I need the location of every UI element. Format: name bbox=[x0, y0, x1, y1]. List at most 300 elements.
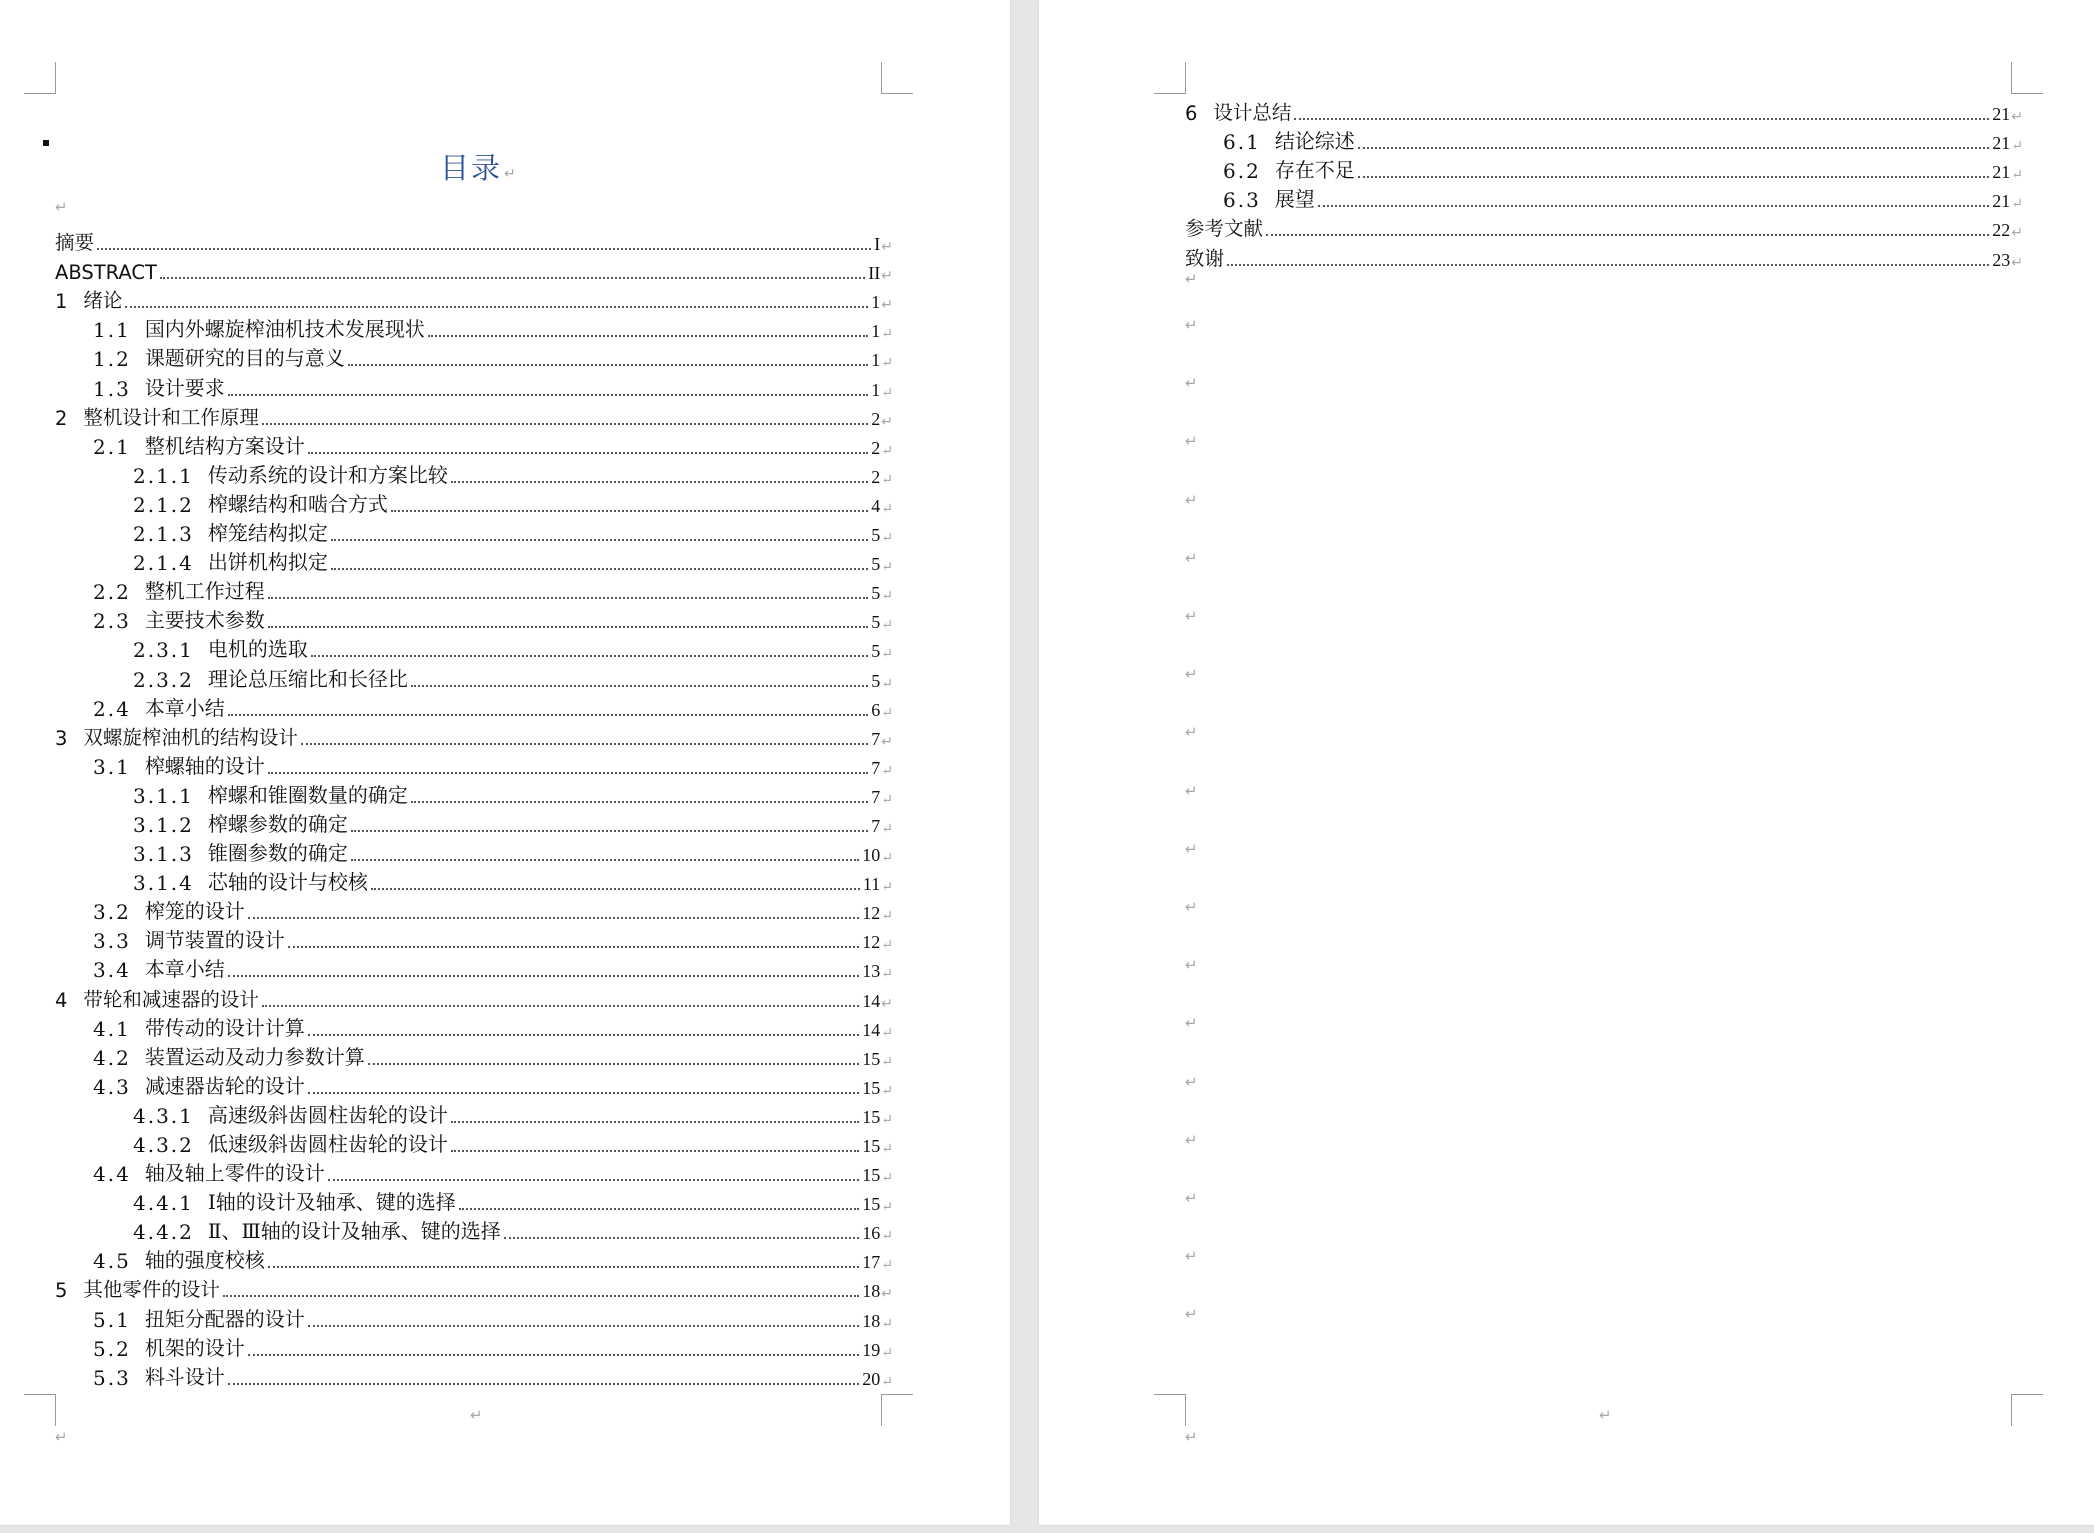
toc-entry[interactable] bbox=[1185, 96, 2023, 125]
toc-heading[interactable] bbox=[440, 146, 518, 187]
toc-entry-page: 12 bbox=[862, 903, 881, 924]
toc-entry-number: 1 bbox=[55, 290, 70, 314]
toc-entry-page: 5 bbox=[871, 525, 881, 546]
toc-entry-number: 3.1.1 bbox=[133, 783, 194, 808]
toc-entry[interactable] bbox=[55, 1157, 893, 1186]
toc-entry-title: 出饼机构拟定 bbox=[207, 550, 328, 575]
toc-dot-leader bbox=[1266, 234, 1989, 236]
paragraph-mark: ↵ bbox=[881, 384, 893, 401]
toc-entry-title: 高速级斜齿圆柱齿轮的设计 bbox=[207, 1102, 448, 1127]
paragraph-mark: ↵ bbox=[1185, 1428, 1198, 1446]
paragraph-mark: ↵ bbox=[2011, 109, 2023, 126]
paragraph-mark: ↵ bbox=[881, 559, 893, 576]
toc-dot-leader bbox=[268, 597, 868, 599]
toc-dot-leader bbox=[301, 743, 868, 745]
toc-entry-number: 2.2 bbox=[93, 580, 131, 605]
paragraph-mark: ↵ bbox=[881, 791, 893, 808]
paragraph-mark: ↵ bbox=[881, 879, 893, 896]
paragraph-mark: ↵ bbox=[881, 413, 893, 430]
margin-corner-bottom-left bbox=[1154, 1394, 1186, 1426]
paragraph-mark: ↵ bbox=[881, 239, 893, 256]
paragraph-mark: ↵ bbox=[881, 966, 893, 983]
toc-entry-title: 本章小结 bbox=[144, 695, 225, 720]
toc-entry-page: 5 bbox=[871, 554, 881, 575]
toc-dot-leader bbox=[351, 830, 868, 832]
paragraph-mark: ↵ bbox=[881, 326, 893, 343]
toc-entry-page: 7 bbox=[871, 757, 881, 778]
toc-list-left bbox=[55, 226, 893, 1390]
toc-entry-page: 18 bbox=[862, 1310, 881, 1331]
toc-dot-leader bbox=[268, 626, 868, 628]
toc-entry-page: 20 bbox=[862, 1368, 881, 1389]
paragraph-mark: ↵ bbox=[2011, 167, 2023, 184]
toc-entry-number: 6.1 bbox=[1223, 130, 1261, 155]
toc-entry-page: 21 bbox=[1992, 191, 2011, 212]
paragraph-mark: ↵ bbox=[881, 1373, 893, 1390]
toc-entry-page: 14 bbox=[862, 1019, 881, 1040]
paragraph-mark: ↵ bbox=[881, 268, 893, 285]
toc-entry-title: 其他零件的设计 bbox=[83, 1278, 220, 1302]
toc-entry-page: 18 bbox=[862, 1281, 881, 1302]
toc-entry[interactable] bbox=[55, 1215, 893, 1244]
paragraph-mark: ↵ bbox=[881, 1024, 893, 1041]
toc-dot-leader bbox=[371, 888, 860, 890]
toc-dot-leader bbox=[228, 1383, 859, 1385]
toc-entry-page: 22 bbox=[1992, 220, 2011, 241]
toc-dot-leader bbox=[428, 335, 868, 337]
margin-corner-bottom-left bbox=[24, 1394, 56, 1426]
toc-entry-number: 2.1.2 bbox=[133, 492, 194, 517]
toc-dot-leader bbox=[459, 1208, 859, 1210]
toc-entry[interactable] bbox=[55, 1186, 893, 1215]
toc-entry-title: 榨螺参数的确定 bbox=[207, 811, 348, 836]
toc-dot-leader bbox=[451, 1150, 859, 1152]
paragraph-mark: ↵ bbox=[1185, 898, 1198, 916]
toc-entry-title: 榨螺和锥圈数量的确定 bbox=[207, 782, 408, 807]
toc-entry[interactable] bbox=[55, 837, 893, 866]
paragraph-mark: ↵ bbox=[881, 500, 893, 517]
list-bullet-mark bbox=[43, 140, 49, 146]
toc-entry-number: 4.5 bbox=[93, 1249, 131, 1274]
paragraph-mark: ↵ bbox=[1185, 1247, 1198, 1266]
toc-entry-title: Ⅰ轴的设计及轴承、键的选择 bbox=[207, 1190, 456, 1215]
toc-entry-number: 5.2 bbox=[93, 1336, 131, 1361]
toc-entry[interactable] bbox=[55, 866, 893, 895]
toc-entry-page: 15 bbox=[862, 1106, 881, 1127]
toc-entry[interactable] bbox=[55, 895, 893, 924]
toc-entry-page: 15 bbox=[862, 1077, 881, 1098]
toc-entry-title: 榨笼结构拟定 bbox=[207, 521, 328, 546]
toc-entry-number: 5.3 bbox=[93, 1365, 131, 1390]
toc-entry-title: 带传动的设计计算 bbox=[144, 1015, 305, 1040]
toc-dot-leader bbox=[1358, 147, 1989, 149]
toc-entry[interactable] bbox=[1185, 154, 2023, 183]
toc-dot-leader bbox=[308, 452, 868, 454]
toc-dot-leader bbox=[248, 917, 859, 919]
paragraph-mark: ↵ bbox=[881, 1286, 893, 1303]
margin-corner-top-left bbox=[24, 62, 56, 94]
toc-entry[interactable] bbox=[55, 430, 893, 459]
toc-entry-title: 扭矩分配器的设计 bbox=[144, 1306, 305, 1331]
toc-entry[interactable] bbox=[55, 1273, 893, 1302]
toc-entry-page: 7 bbox=[871, 815, 881, 836]
toc-entry-page: 1 bbox=[871, 379, 881, 400]
toc-entry[interactable] bbox=[55, 604, 893, 633]
toc-entry-page: 1 bbox=[871, 321, 881, 342]
toc-entry[interactable] bbox=[55, 1302, 893, 1331]
paragraph-mark: ↵ bbox=[1185, 548, 1198, 567]
toc-dot-leader bbox=[228, 714, 868, 716]
paragraph-mark: ↵ bbox=[881, 908, 893, 925]
toc-entry[interactable] bbox=[55, 982, 893, 1011]
toc-entry-number: 3.1 bbox=[93, 754, 131, 779]
margin-corner-bottom-right bbox=[2011, 1394, 2043, 1426]
toc-entry[interactable] bbox=[55, 1361, 893, 1390]
paragraph-mark: ↵ bbox=[1185, 723, 1198, 742]
toc-entry-number: 2.3.1 bbox=[133, 638, 194, 663]
toc-entry-page: 6 bbox=[871, 699, 881, 720]
toc-entry-title: 整机结构方案设计 bbox=[144, 433, 305, 458]
toc-entry-title: 装置运动及动力参数计算 bbox=[144, 1044, 365, 1069]
toc-dot-leader bbox=[308, 1092, 859, 1094]
toc-entry[interactable] bbox=[55, 1041, 893, 1070]
toc-dot-leader bbox=[248, 1354, 859, 1356]
toc-entry-title: 理论总压缩比和长径比 bbox=[207, 666, 408, 691]
toc-entry[interactable] bbox=[55, 1012, 893, 1041]
paragraph-mark: ↵ bbox=[881, 937, 893, 954]
toc-entry-number: 2.3 bbox=[93, 609, 131, 634]
toc-entry-page: 11 bbox=[862, 874, 881, 895]
toc-entry-title: Ⅱ、Ⅲ轴的设计及轴承、键的选择 bbox=[207, 1219, 501, 1244]
paragraph-mark: ↵ bbox=[2011, 138, 2023, 155]
toc-dot-leader bbox=[331, 539, 868, 541]
toc-entry-title: 芯轴的设计与校核 bbox=[207, 870, 368, 895]
paragraph-mark: ↵ bbox=[1185, 781, 1198, 800]
toc-entry-title: 锥圈参数的确定 bbox=[207, 841, 348, 866]
paragraph-mark: ↵ bbox=[1185, 1072, 1198, 1091]
toc-entry-number: 3 bbox=[55, 726, 70, 750]
toc-dot-leader bbox=[97, 248, 871, 250]
toc-entry[interactable] bbox=[1185, 183, 2023, 212]
paragraph-mark: ↵ bbox=[2011, 254, 2023, 271]
toc-entry-number: 1.3 bbox=[93, 376, 131, 401]
toc-dot-leader bbox=[391, 510, 868, 512]
toc-entry-number: 2.1 bbox=[93, 434, 131, 459]
margin-corner-top-left bbox=[1154, 62, 1186, 94]
toc-dot-leader bbox=[262, 1005, 859, 1007]
toc-dot-leader bbox=[268, 1266, 859, 1268]
toc-entry[interactable] bbox=[55, 488, 893, 517]
paragraph-mark: ↵ bbox=[1185, 665, 1198, 684]
margin-corner-top-right bbox=[2011, 62, 2043, 94]
toc-entry[interactable] bbox=[55, 284, 893, 313]
paragraph-mark: ↵ bbox=[881, 762, 893, 779]
toc-entry-number: 4.3.1 bbox=[133, 1103, 194, 1128]
toc-entry[interactable] bbox=[55, 371, 893, 400]
toc-entry-number: 3.4 bbox=[93, 958, 131, 983]
toc-entry-title: 致谢 bbox=[1185, 246, 1225, 270]
toc-entry-number: 4.4 bbox=[93, 1162, 131, 1187]
paragraph-mark: ↵ bbox=[881, 471, 893, 488]
toc-entry-number: 4.3 bbox=[93, 1074, 131, 1099]
paragraph-mark: ↵ bbox=[881, 1170, 893, 1187]
paragraph-mark: ↵ bbox=[881, 733, 893, 750]
toc-dot-leader bbox=[262, 423, 868, 425]
toc-entry-page: 17 bbox=[862, 1252, 881, 1273]
toc-entry-title: 课题研究的目的与意义 bbox=[144, 346, 345, 371]
toc-entry[interactable] bbox=[55, 575, 893, 604]
toc-entry-title: 设计要求 bbox=[144, 375, 225, 400]
toc-entry-title: 电机的选取 bbox=[207, 637, 308, 662]
toc-entry[interactable] bbox=[55, 313, 893, 342]
margin-corner-top-right bbox=[881, 62, 913, 94]
toc-entry-title: 设计总结 bbox=[1213, 101, 1292, 125]
toc-dot-leader bbox=[125, 306, 868, 308]
toc-entry[interactable] bbox=[55, 633, 893, 662]
toc-entry[interactable] bbox=[55, 692, 893, 721]
toc-entry-title: 榨笼的设计 bbox=[144, 899, 245, 924]
paragraph-mark: ↵ bbox=[1185, 432, 1198, 451]
paragraph-mark: ↵ bbox=[881, 1053, 893, 1070]
toc-entry[interactable] bbox=[1185, 125, 2023, 154]
toc-entry-page: 15 bbox=[862, 1136, 881, 1156]
toc-entry-page: I bbox=[874, 234, 881, 255]
paragraph-mark: ↵ bbox=[881, 704, 893, 721]
toc-entry[interactable] bbox=[55, 808, 893, 837]
paragraph-mark: ↵ bbox=[881, 1257, 893, 1274]
toc-entry-number: 3.3 bbox=[93, 929, 131, 954]
toc-entry-page: 5 bbox=[871, 612, 881, 633]
toc-entry[interactable] bbox=[1185, 241, 2023, 270]
toc-entry[interactable] bbox=[55, 1128, 893, 1157]
toc-dot-leader bbox=[504, 1237, 859, 1239]
toc-entry[interactable] bbox=[55, 226, 893, 255]
paragraph-mark: ↵ bbox=[504, 166, 518, 182]
paragraph-mark: ↵ bbox=[881, 1315, 893, 1332]
toc-entry-title: 国内外螺旋榨油机技术发展现状 bbox=[144, 317, 425, 342]
paragraph-mark: ↵ bbox=[881, 995, 893, 1012]
toc-entry-title: 轴的强度校核 bbox=[144, 1248, 265, 1273]
toc-entry-number: 3.1.3 bbox=[133, 842, 194, 867]
toc-entry-number: 6.2 bbox=[1223, 159, 1261, 184]
toc-entry-page: 14 bbox=[862, 990, 881, 1011]
toc-entry-title: 轴及轴上零件的设计 bbox=[144, 1161, 325, 1186]
toc-entry-number: 4.4.2 bbox=[133, 1220, 194, 1245]
toc-entry-title: 带轮和减速器的设计 bbox=[83, 987, 259, 1011]
toc-dot-leader bbox=[451, 1121, 859, 1123]
paragraph-mark: ↵ bbox=[881, 297, 893, 314]
toc-dot-leader bbox=[288, 946, 859, 948]
toc-entry-page: 5 bbox=[871, 670, 881, 691]
paragraph-mark: ↵ bbox=[881, 1344, 893, 1361]
paragraph-mark: ↵ bbox=[881, 617, 893, 634]
toc-entry-number: 1.1 bbox=[93, 318, 131, 343]
toc-entry-number: 6 bbox=[1185, 102, 1200, 126]
paragraph-mark: ↵ bbox=[881, 1228, 893, 1245]
toc-entry-page: 2 bbox=[871, 437, 881, 458]
toc-entry-title: 传动系统的设计和方案比较 bbox=[207, 462, 448, 487]
toc-dot-leader bbox=[308, 1325, 859, 1327]
toc-entry-title: 存在不足 bbox=[1274, 158, 1355, 183]
toc-entry-number: 2.4 bbox=[93, 696, 131, 721]
toc-entry-page: 10 bbox=[862, 845, 881, 866]
toc-entry-title: 低速级斜齿圆柱齿轮的设计 bbox=[207, 1132, 448, 1156]
toc-entry-number: 2 bbox=[55, 406, 70, 430]
toc-entry[interactable] bbox=[55, 255, 893, 284]
toc-dot-leader bbox=[1358, 176, 1989, 178]
toc-entry-title: 本章小结 bbox=[144, 957, 225, 982]
toc-entry-title: 摘要 bbox=[55, 231, 95, 255]
paragraph-mark: ↵ bbox=[881, 646, 893, 663]
toc-dot-leader bbox=[228, 975, 859, 977]
toc-dot-leader bbox=[1227, 264, 1989, 266]
toc-entry[interactable] bbox=[55, 721, 893, 750]
toc-entry-page: 21 bbox=[1992, 133, 2011, 154]
toc-entry-page: 7 bbox=[871, 728, 881, 749]
toc-entry[interactable] bbox=[55, 1070, 893, 1099]
toc-entry-page: 19 bbox=[862, 1339, 881, 1360]
toc-entry[interactable] bbox=[55, 1332, 893, 1361]
toc-dot-leader bbox=[331, 568, 868, 570]
toc-entry-number: 5.1 bbox=[93, 1307, 131, 1332]
toc-dot-leader bbox=[1318, 205, 1989, 207]
toc-dot-leader bbox=[308, 1034, 859, 1036]
toc-entry-title: 参考文献 bbox=[1185, 217, 1264, 241]
toc-entry-page: 5 bbox=[871, 641, 881, 662]
paragraph-mark: ↵ bbox=[1599, 1406, 1612, 1424]
toc-entry-number: 4.3.2 bbox=[133, 1133, 194, 1157]
toc-entry-page: 15 bbox=[862, 1165, 881, 1186]
toc-dot-leader bbox=[328, 1179, 859, 1181]
paragraph-mark: ↵ bbox=[1185, 839, 1198, 858]
paragraph-mark: ↵ bbox=[55, 1428, 68, 1446]
document-page-left[interactable] bbox=[0, 0, 1010, 1525]
paragraph-mark: ↵ bbox=[1185, 270, 1198, 288]
toc-entry[interactable] bbox=[55, 779, 893, 808]
toc-entry-number: 2.1.1 bbox=[133, 463, 194, 488]
toc-entry-page: 7 bbox=[871, 786, 881, 807]
toc-entry-page: 21 bbox=[1992, 104, 2011, 125]
toc-entry-page: 21 bbox=[1992, 162, 2011, 183]
toc-entry-page: 1 bbox=[871, 350, 881, 371]
paragraph-mark: ↵ bbox=[881, 1111, 893, 1128]
toc-entry[interactable] bbox=[55, 750, 893, 779]
paragraph-mark: ↵ bbox=[881, 820, 893, 837]
toc-entry-title: 整机工作过程 bbox=[144, 579, 265, 604]
toc-entry-title: ABSTRACT bbox=[55, 261, 157, 285]
paragraph-mark: ↵ bbox=[881, 442, 893, 459]
toc-entry-page: 23 bbox=[1992, 249, 2011, 270]
paragraph-mark: ↵ bbox=[1185, 490, 1198, 509]
toc-entry-number: 3.1.4 bbox=[133, 871, 194, 896]
paragraph-mark: ↵ bbox=[470, 1406, 483, 1424]
toc-entry-number: 1.2 bbox=[93, 347, 131, 372]
toc-dot-leader bbox=[1294, 118, 1989, 120]
toc-dot-leader bbox=[268, 772, 868, 774]
toc-dot-leader bbox=[223, 1295, 859, 1297]
toc-heading-text: 目录 bbox=[440, 151, 503, 185]
paragraph-mark: ↵ bbox=[2011, 196, 2023, 213]
toc-dot-leader bbox=[160, 277, 865, 279]
toc-entry[interactable] bbox=[55, 459, 893, 488]
toc-entry-page: 15 bbox=[862, 1048, 881, 1069]
toc-list-right bbox=[1185, 96, 2023, 271]
toc-entry-page: 2 bbox=[871, 466, 881, 487]
toc-entry-title: 榨螺轴的设计 bbox=[144, 753, 265, 778]
toc-entry-page: 13 bbox=[862, 961, 881, 982]
toc-dot-leader bbox=[311, 655, 868, 657]
toc-entry-number: 2.1.3 bbox=[133, 522, 194, 547]
paragraph-mark: ↵ bbox=[1185, 956, 1198, 975]
toc-entry-title: 主要技术参数 bbox=[144, 608, 265, 633]
paragraph-mark: ↵ bbox=[881, 1141, 893, 1157]
toc-entry-page: II bbox=[868, 263, 881, 284]
toc-entry[interactable] bbox=[55, 517, 893, 546]
paragraph-mark: ↵ bbox=[1185, 1014, 1198, 1033]
toc-dot-leader bbox=[411, 801, 868, 803]
toc-entry[interactable] bbox=[1185, 212, 2023, 241]
toc-entry-number: 2.1.4 bbox=[133, 551, 194, 576]
toc-dot-leader bbox=[451, 481, 868, 483]
toc-entry-number: 3.1.2 bbox=[133, 812, 194, 837]
paragraph-mark: ↵ bbox=[881, 1199, 893, 1216]
toc-entry-number: 3.2 bbox=[93, 900, 131, 925]
paragraph-mark: ↵ bbox=[1185, 374, 1198, 393]
paragraph-mark: ↵ bbox=[1185, 1130, 1198, 1149]
toc-entry[interactable] bbox=[55, 1244, 893, 1273]
toc-entry[interactable] bbox=[55, 401, 893, 430]
toc-entry-title: 减速器齿轮的设计 bbox=[144, 1073, 305, 1098]
paragraph-mark: ↵ bbox=[881, 588, 893, 605]
toc-entry-title: 展望 bbox=[1274, 187, 1315, 212]
toc-dot-leader bbox=[411, 685, 868, 687]
toc-entry-page: 15 bbox=[862, 1194, 881, 1215]
toc-entry-number: 4.2 bbox=[93, 1045, 131, 1070]
toc-entry-number: 4.4.1 bbox=[133, 1191, 194, 1216]
toc-entry[interactable] bbox=[55, 924, 893, 953]
toc-entry-page: 16 bbox=[862, 1223, 881, 1244]
toc-entry[interactable] bbox=[55, 342, 893, 371]
toc-entry-number: 4.1 bbox=[93, 1016, 131, 1041]
toc-entry[interactable] bbox=[55, 1099, 893, 1128]
toc-entry-number: 6.3 bbox=[1223, 188, 1261, 213]
toc-entry-page: 5 bbox=[871, 583, 881, 604]
toc-entry-page: 1 bbox=[871, 292, 881, 313]
margin-corner-bottom-right bbox=[881, 1394, 913, 1426]
paragraph-mark: ↵ bbox=[2011, 225, 2023, 242]
toc-entry-number: 4 bbox=[55, 988, 70, 1012]
toc-entry-title: 绪论 bbox=[83, 289, 123, 313]
toc-dot-leader bbox=[368, 1063, 859, 1065]
toc-entry[interactable] bbox=[55, 662, 893, 691]
paragraph-mark: ↵ bbox=[1185, 1189, 1198, 1207]
paragraph-mark: ↵ bbox=[881, 530, 893, 547]
paragraph-mark: ↵ bbox=[1185, 316, 1198, 334]
toc-entry[interactable] bbox=[55, 953, 893, 982]
toc-entry-title: 调节装置的设计 bbox=[144, 928, 285, 953]
paragraph-mark: ↵ bbox=[1185, 1305, 1198, 1324]
paragraph-mark: ↵ bbox=[881, 850, 893, 867]
toc-entry-title: 结论综述 bbox=[1274, 129, 1355, 154]
toc-entry[interactable] bbox=[55, 546, 893, 575]
toc-entry-title: 双螺旋榨油机的结构设计 bbox=[83, 725, 298, 749]
toc-entry-page: 2 bbox=[871, 408, 881, 429]
paragraph-mark: ↵ bbox=[1185, 607, 1198, 625]
paragraph-mark: ↵ bbox=[881, 355, 893, 372]
paragraph-mark: ↵ bbox=[55, 198, 68, 216]
toc-entry-number: 2.3.2 bbox=[133, 667, 194, 692]
toc-dot-leader bbox=[228, 394, 868, 396]
